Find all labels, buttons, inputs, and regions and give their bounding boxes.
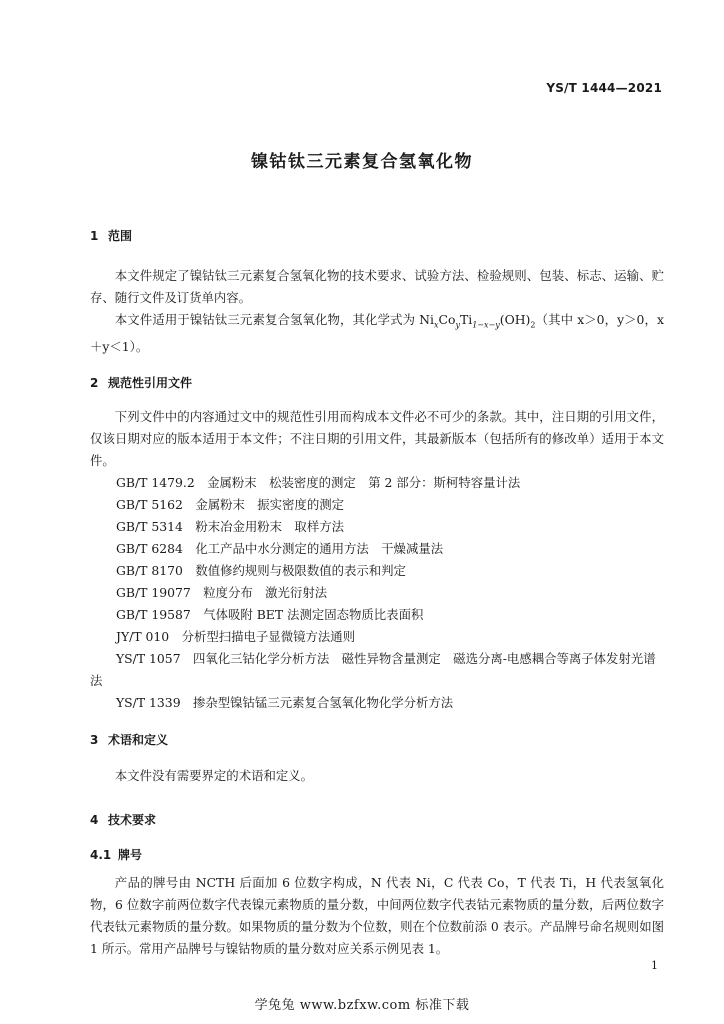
document-title: 镍钴钛三元素复合氢氧化物 — [251, 152, 473, 172]
ref-title: 四氧化三钴化学分析方法 磁性异物含量测定 磁选分离-电感耦合等离子体发射光谱法 — [90, 651, 656, 688]
section-3-number: 3 — [90, 733, 99, 747]
ref-code: JY/T 010 — [116, 629, 170, 644]
section-2-number: 2 — [90, 376, 99, 390]
section-4-1-paragraph: 产品的牌号由 NCTH 后面加 6 位数字构成，N 代表 Ni，C 代表 Co，T 代表 Ti，H 代表氢氧化物，6 位数字前两位数字代表镍元素物质的量分数，中间两位数字代表钴元素物质的量分数，后两位数字代表钛元素物质的量分数。如果物质的量分数为个位数，则在个位数前添 0 表示。产品牌号命名规则如图 1 所示。常用产品牌号与镍钴物质的量分数对应关系示例见表 1。 — [90, 875, 664, 956]
ref-title: 金属粉末 松装密度的测定 第 2 部分：斯柯特容量计法 — [207, 475, 521, 490]
ref-title: 金属粉末 振实密度的测定 — [195, 497, 344, 512]
formula-ti-sub: 1−x−y — [472, 320, 500, 330]
page-number: 1 — [651, 959, 658, 972]
section-1-title: 范围 — [108, 229, 133, 243]
ref-item — [116, 516, 664, 538]
subsection-4-1-number: 4.1 — [90, 848, 112, 862]
ref-title: 粉末冶金用粉末 取样方法 — [195, 519, 344, 534]
formula-conditions: （其中 x＞0，y＞0，x＋y＜1）。 — [90, 312, 664, 355]
download-footer: 学兔兔 www.bzfxw.com 标准下载 — [254, 998, 470, 1013]
ref-code: GB/T 5162 — [116, 497, 183, 512]
ref-item — [116, 560, 664, 582]
ref-title: 数值修约规则与极限数值的表示和判定 — [195, 563, 406, 578]
section-1-paragraph-1: 本文件规定了镍钴钛三元素复合氢氧化物的技术要求、试验方法、检验规则、包装、标志、运输、贮存、随行文件及订货单内容。 — [90, 268, 664, 305]
ref-item — [116, 494, 664, 516]
section-1-paragraph-2 — [90, 309, 664, 358]
ref-code: GB/T 1479.2 — [116, 475, 195, 490]
ref-item — [116, 626, 664, 648]
section-3-title: 术语和定义 — [108, 733, 169, 747]
section-2-intro: 下列文件中的内容通过文中的规范性引用而构成本文件必不可少的条款。其中，注日期的引用文件，仅该日期对应的版本适用于本文件；不注日期的引用文件，其最新版本（包括所有的修改单）适用于本文件。 — [90, 409, 664, 468]
ref-code: YS/T 1057 — [116, 651, 181, 666]
ref-item — [116, 538, 664, 560]
formula-co: Co — [438, 312, 456, 327]
ref-item — [90, 648, 664, 692]
section-2-heading — [90, 374, 192, 391]
subsection-4-1-heading — [90, 846, 142, 863]
ref-code: GB/T 5314 — [116, 519, 183, 534]
section-4-title: 技术要求 — [108, 813, 157, 827]
subsection-4-1-title: 牌号 — [118, 848, 143, 862]
ref-title: 分析型扫描电子显微镜方法通则 — [181, 629, 356, 644]
ref-item — [116, 604, 664, 626]
formula-lead-text: 本文件适用于镍钴钛三元素复合氢氧化物，其化学式为 Ni — [114, 312, 434, 327]
ref-title: 气体吸附 BET 法测定固态物质比表面积 — [203, 607, 424, 622]
section-4-number: 4 — [90, 813, 99, 827]
formula-oh-sub: 2 — [530, 320, 536, 330]
section-1-heading — [90, 227, 132, 244]
ref-item — [116, 472, 664, 494]
ref-code: YS/T 1339 — [116, 695, 181, 710]
section-1-number: 1 — [90, 229, 99, 243]
ref-item — [116, 582, 664, 604]
ref-code: GB/T 6284 — [116, 541, 183, 556]
ref-code: GB/T 19587 — [116, 607, 191, 622]
section-4-heading — [90, 811, 156, 828]
formula-y-sub: y — [455, 320, 460, 330]
ref-title: 粒度分布 激光衍射法 — [203, 585, 328, 600]
standard-code: YS/T 1444—2021 — [546, 81, 662, 95]
formula-oh: (OH) — [499, 312, 531, 327]
section-3-paragraph: 本文件没有需要界定的术语和定义。 — [114, 768, 314, 783]
formula-ti: Ti — [459, 312, 473, 327]
section-2-title: 规范性引用文件 — [108, 376, 193, 390]
section-3-heading — [90, 731, 168, 748]
ref-code: GB/T 8170 — [116, 563, 183, 578]
ref-item — [116, 692, 664, 714]
ref-title: 掺杂型镍钴锰三元素复合氢氧化物化学分析方法 — [192, 695, 454, 710]
ref-title: 化工产品中水分测定的通用方法 干燥减量法 — [195, 541, 444, 556]
ref-code: GB/T 19077 — [116, 585, 191, 600]
formula-x-sub: x — [433, 320, 439, 330]
